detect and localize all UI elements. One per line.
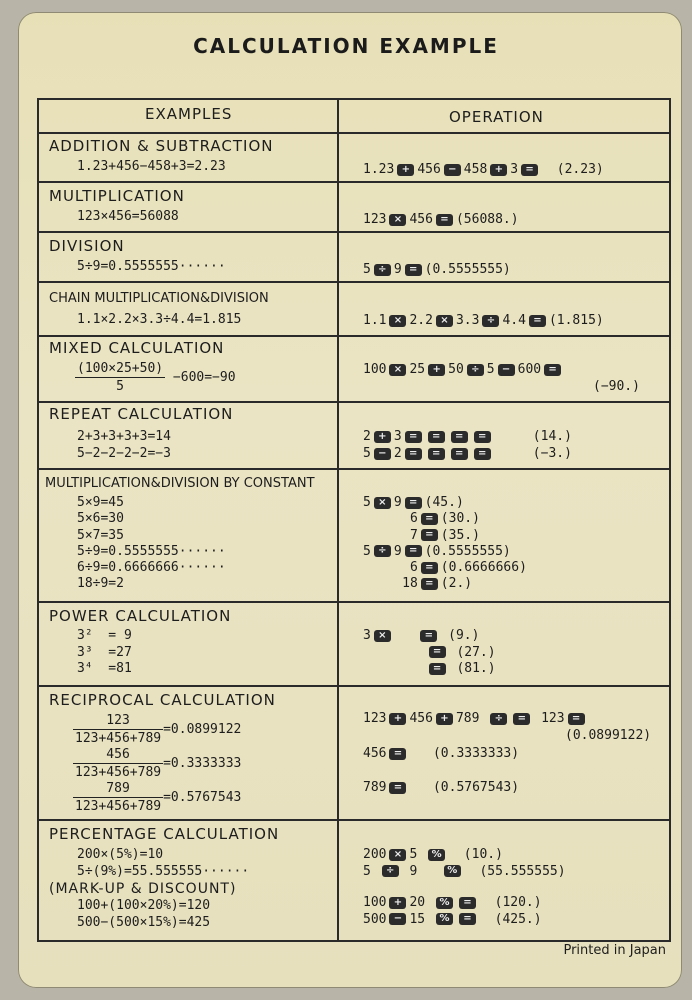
row-divider <box>37 281 669 283</box>
times-key-icon: × <box>436 315 453 327</box>
mixed-result: (−90.) <box>593 379 640 394</box>
printed-in-japan-note: Printed in Japan <box>563 943 666 958</box>
row-divider <box>37 335 669 337</box>
reciprocal-operation-2: 456 = (0.3333333) <box>363 746 520 761</box>
equals-key-icon: = <box>421 529 438 541</box>
column-divider <box>337 98 339 940</box>
equals-key-icon: = <box>544 364 561 376</box>
row-divider <box>37 401 669 403</box>
chain-example: 1.1×2.2×3.3÷4.4=1.815 <box>77 312 242 327</box>
reciprocal-fraction: $\frac{123}{123+456+789}$ <box>75 713 162 746</box>
equals-key-icon: = <box>459 913 476 925</box>
minus-key-icon: − <box>374 448 391 460</box>
equals-key-icon: = <box>474 448 491 460</box>
division-operation: 5 ÷ 9 = (0.5555555) <box>363 262 511 277</box>
minus-key-icon: − <box>389 913 406 925</box>
power-examples: 3² = 9 3³ =27 3⁴ =81 <box>77 628 132 676</box>
plus-key-icon: + <box>490 164 507 176</box>
division-title: DIVISION <box>49 237 125 255</box>
repeat-title: REPEAT CALCULATION <box>49 405 234 423</box>
row-divider <box>37 181 669 183</box>
divide-key-icon: ÷ <box>490 713 507 725</box>
division-example: 5÷9=0.5555555······ <box>77 259 226 274</box>
equals-key-icon: = <box>436 214 453 226</box>
equals-key-icon: = <box>451 448 468 460</box>
plus-key-icon: + <box>397 164 414 176</box>
plus-key-icon: + <box>389 897 406 909</box>
chain-operation: 1.1 × 2.2 × 3.3 ÷ 4.4 = (1.815) <box>363 313 604 328</box>
equals-key-icon: = <box>513 713 530 725</box>
examples-table <box>37 98 669 940</box>
percentage-examples: 200×(5%)=10 5÷(9%)=55.555555······ <box>77 847 250 879</box>
divide-key-icon: ÷ <box>482 315 499 327</box>
markup-discount-subtitle: (MARK-UP & DISCOUNT) <box>49 881 237 897</box>
mixed-example: $\frac{(100\times 25+50)}{5}$ −600=−90 <box>77 361 236 394</box>
reciprocal-example-2: $\frac{456}{123+456+789}$ =0.3333333 <box>75 747 242 780</box>
plus-key-icon: + <box>374 431 391 443</box>
chain-title: CHAIN MULTIPLICATION&DIVISION <box>49 291 269 306</box>
equals-key-icon: = <box>421 562 438 574</box>
repeat-operation-2: 5 − 2 = = = = (−3.) <box>363 446 572 461</box>
mixed-operation: 100 × 25 + 50 ÷ 5 − 600 = <box>363 361 564 378</box>
constant-operations: 5 × 9 = (45.) 6 = (30.) 7 = (35.) 5 ÷ 9 = (0.5555555) 6 = (0.6666666) 18 = (2.) <box>363 495 527 592</box>
row-divider <box>37 468 669 470</box>
reciprocal-operation-3: 789 = (0.5767543) <box>363 780 520 795</box>
equals-key-icon: = <box>474 431 491 443</box>
equals-key-icon: = <box>529 315 546 327</box>
constant-title: MULTIPLICATION&DIVISION BY CONSTANT <box>45 476 315 491</box>
times-key-icon: × <box>389 214 406 226</box>
equals-key-icon: = <box>429 663 446 675</box>
equals-key-icon: = <box>405 545 422 557</box>
row-divider <box>37 132 669 134</box>
reciprocal-title: RECIPROCAL CALCULATION <box>49 691 276 709</box>
percent-key-icon: % <box>428 849 445 861</box>
row-divider <box>37 601 669 603</box>
equals-key-icon: = <box>568 713 585 725</box>
percentage-operations: 200 × 5 % (10.) 5 ÷ 9 % (55.555555) <box>363 847 566 879</box>
plus-key-icon: + <box>389 713 406 725</box>
power-operations: 3 × = (9.) = (27.) = (81.) <box>363 628 496 676</box>
equals-key-icon: = <box>421 578 438 590</box>
equals-key-icon: = <box>459 897 476 909</box>
repeat-operation-1: 2 + 3 = = = = (14.) <box>363 429 572 444</box>
multiplication-title: MULTIPLICATION <box>49 187 185 205</box>
equals-key-icon: = <box>405 431 422 443</box>
equals-key-icon: = <box>451 431 468 443</box>
addition-example: 1.23+456−458+3=2.23 <box>77 159 226 174</box>
times-key-icon: × <box>389 849 406 861</box>
markup-operations: 100 + 20 % = (120.) 500 − 15 % = (425.) <box>363 895 542 927</box>
plus-key-icon: + <box>428 364 445 376</box>
times-key-icon: × <box>374 630 391 642</box>
markup-examples: 100+(100×20%)=120 500−(500×15%)=425 <box>77 898 211 930</box>
addition-title: ADDITION & SUBTRACTION <box>49 137 274 155</box>
card-title: CALCULATION EXAMPLE <box>193 34 499 58</box>
reciprocal-fraction: $\frac{456}{123+456+789}$ <box>75 747 162 780</box>
times-key-icon: × <box>389 364 406 376</box>
multiplication-example: 123×456=56088 <box>77 209 179 224</box>
multiplication-operation: 123 × 456 = (56088.) <box>363 212 519 227</box>
divide-key-icon: ÷ <box>467 364 484 376</box>
row-divider <box>37 819 669 821</box>
row-divider <box>37 685 669 687</box>
repeat-example-1: 2+3+3+3+3=14 <box>77 429 171 444</box>
divide-key-icon: ÷ <box>382 865 399 877</box>
equals-key-icon: = <box>421 513 438 525</box>
percent-key-icon: % <box>436 897 453 909</box>
reciprocal-fraction: $\frac{789}{123+456+789}$ <box>75 781 162 814</box>
equals-key-icon: = <box>389 748 406 760</box>
minus-key-icon: − <box>498 364 515 376</box>
equals-key-icon: = <box>429 646 446 658</box>
mixed-fraction: $\frac{(100\times 25+50)}{5}$ <box>77 361 164 394</box>
plus-key-icon: + <box>436 713 453 725</box>
equals-key-icon: = <box>428 431 445 443</box>
reciprocal-operation-1: 123 + 456 + 789 ÷ = 123 = <box>363 710 588 727</box>
reciprocal-example-1: $\frac{123}{123+456+789}$ =0.0899122 <box>75 713 242 746</box>
reciprocal-result-1: (0.0899122) <box>565 728 652 743</box>
minus-key-icon: − <box>444 164 461 176</box>
repeat-example-2: 5−2−2−2−2=−3 <box>77 446 171 461</box>
reciprocal-example-3: $\frac{789}{123+456+789}$ =0.5767543 <box>75 781 242 814</box>
divide-key-icon: ÷ <box>374 264 391 276</box>
equals-key-icon: = <box>420 630 437 642</box>
percent-key-icon: % <box>436 913 453 925</box>
row-divider <box>37 231 669 233</box>
percentage-title: PERCENTAGE CALCULATION <box>49 825 280 843</box>
equals-key-icon: = <box>428 448 445 460</box>
percent-key-icon: % <box>444 865 461 877</box>
examples-header: EXAMPLES <box>145 105 233 123</box>
constant-examples: 5×9=45 5×6=30 5×7=35 5÷9=0.5555555······ 6÷9=0.6666666······ 18÷9=2 <box>77 495 226 592</box>
equals-key-icon: = <box>521 164 538 176</box>
times-key-icon: × <box>389 315 406 327</box>
equals-key-icon: = <box>405 497 422 509</box>
addition-operation: 1.23 + 456 − 458 + 3 = (2.23) <box>363 162 604 177</box>
equals-key-icon: = <box>405 264 422 276</box>
equals-key-icon: = <box>405 448 422 460</box>
mixed-title: MIXED CALCULATION <box>49 339 225 357</box>
power-title: POWER CALCULATION <box>49 607 232 625</box>
divide-key-icon: ÷ <box>374 545 391 557</box>
operation-header: OPERATION <box>449 108 544 126</box>
equals-key-icon: = <box>389 782 406 794</box>
times-key-icon: × <box>374 497 391 509</box>
